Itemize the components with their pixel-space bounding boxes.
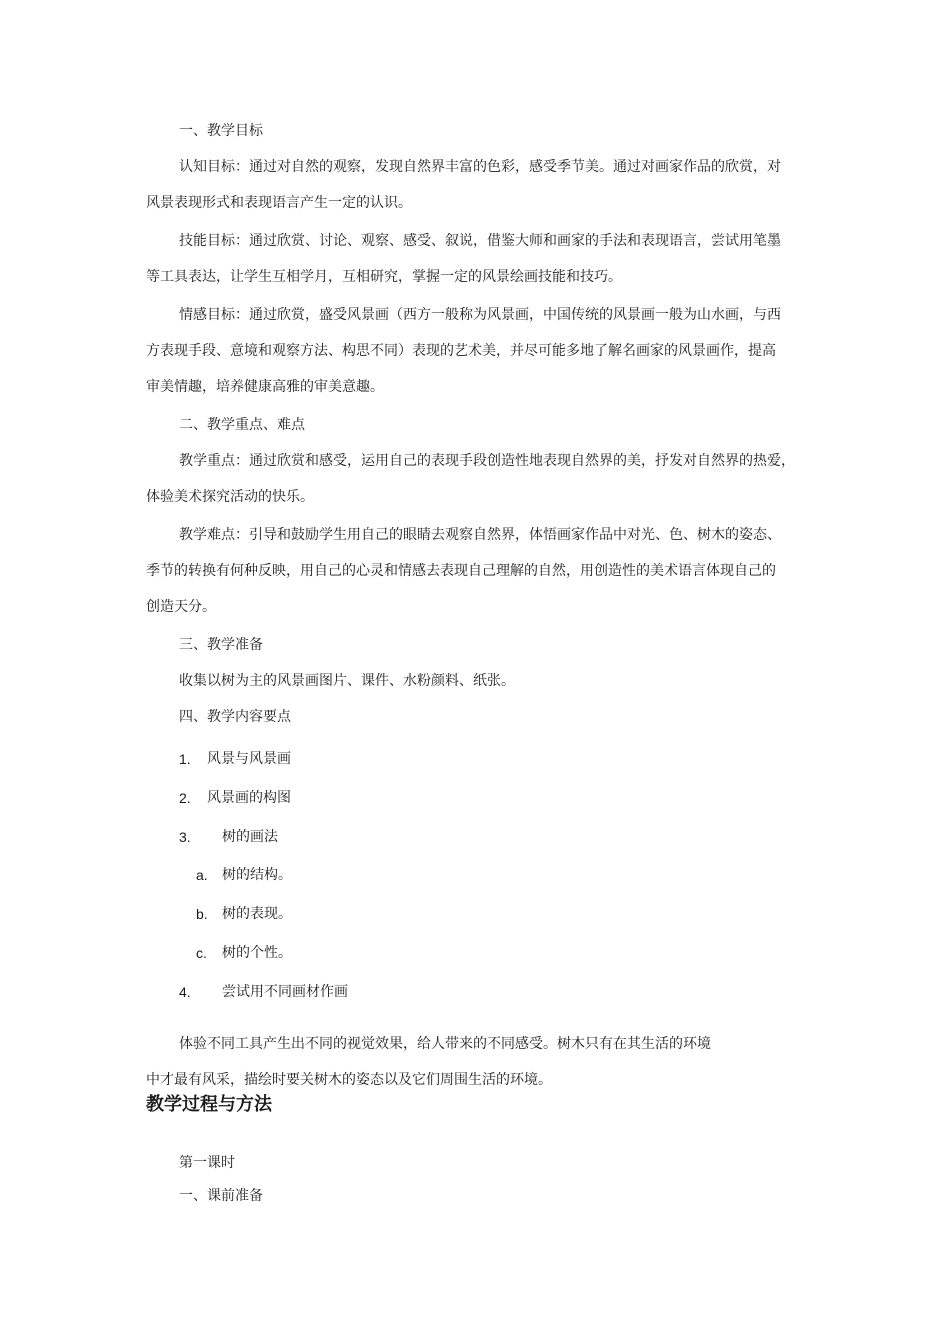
list-number: 3. xyxy=(179,829,191,845)
section4-heading: 四、教学内容要点 xyxy=(179,709,291,725)
list-text: 风景画的构图 xyxy=(207,790,291,806)
sub-list-letter: a. xyxy=(196,867,208,883)
sub-list-text: 树的个性。 xyxy=(222,945,292,961)
section3-heading: 三、教学准备 xyxy=(179,637,263,653)
list-text: 树的画法 xyxy=(222,829,278,845)
difficult-point-line3: 创造天分。 xyxy=(146,599,216,615)
difficult-point-line2: 季节的转换有何种反映，用自己的心灵和情感去表现自己理解的自然，用创造性的美术语言体现自己的 xyxy=(146,563,776,579)
sub-list-letter: c. xyxy=(196,945,207,961)
step1-heading: 一、课前准备 xyxy=(179,1188,263,1204)
note-line1: 体验不同工具产生出不同的视觉效果，给人带来的不同感受。树木只有在其生活的环境 xyxy=(179,1036,711,1052)
emotion-goal-line3: 审美情趣，培养健康高雅的审美意趣。 xyxy=(146,379,384,395)
lesson-label: 第一课时 xyxy=(179,1155,235,1171)
cognitive-goal-line2: 风景表现形式和表现语言产生一定的认识。 xyxy=(146,195,412,211)
list-number: 1. xyxy=(179,751,191,767)
note-line2: 中才最有风采，描绘时要关树木的姿态以及它们周围生活的环境。 xyxy=(146,1072,552,1088)
skill-goal-line2: 等工具表达，让学生互相学月，互相研究，掌握一定的风景绘画技能和技巧。 xyxy=(146,269,622,285)
list-number: 4. xyxy=(179,984,191,1000)
list-text: 尝试用不同画材作画 xyxy=(222,984,348,1000)
cognitive-goal-line1: 认知目标：通过对自然的观察，发现自然界丰富的色彩，感受季节美。通过对画家作品的欣赏，对 xyxy=(179,159,781,175)
key-point-line1: 教学重点：通过欣赏和感受，运用自己的表现手段创造性地表现自然界的美，抒发对自然界的热爱， xyxy=(179,453,795,469)
sub-list-text: 树的表现。 xyxy=(222,906,292,922)
preparation-text: 收集以树为主的风景画图片、课件、水粉颜料、纸张。 xyxy=(179,673,515,689)
sub-list-text: 树的结构。 xyxy=(222,867,292,883)
key-point-line2: 体验美术探究活动的快乐。 xyxy=(146,489,314,505)
difficult-point-line1: 教学难点：引导和鼓励学生用自己的眼睛去观察自然界，体悟画家作品中对光、色、树木的姿态、 xyxy=(179,527,781,543)
skill-goal-line1: 技能目标：通过欣赏、讨论、观察、感受、叙说，借鉴大师和画家的手法和表现语言，尝试用笔墨 xyxy=(179,233,781,249)
section2-heading: 二、教学重点、难点 xyxy=(179,417,305,433)
process-title: 教学过程与方法 xyxy=(146,1094,272,1115)
emotion-goal-line2: 方表现手段、意境和观察方法、构思不同）表现的艺术美，并尽可能多地了解名画家的风景画作，提高 xyxy=(146,343,776,359)
list-text: 风景与风景画 xyxy=(207,751,291,767)
emotion-goal-line1: 情感目标：通过欣赏，盛受风景画（西方一般称为风景画，中国传统的风景画一般为山水画，与西 xyxy=(179,307,781,323)
section1-heading: 一、教学目标 xyxy=(179,123,263,139)
sub-list-letter: b. xyxy=(196,906,208,922)
list-number: 2. xyxy=(179,790,191,806)
